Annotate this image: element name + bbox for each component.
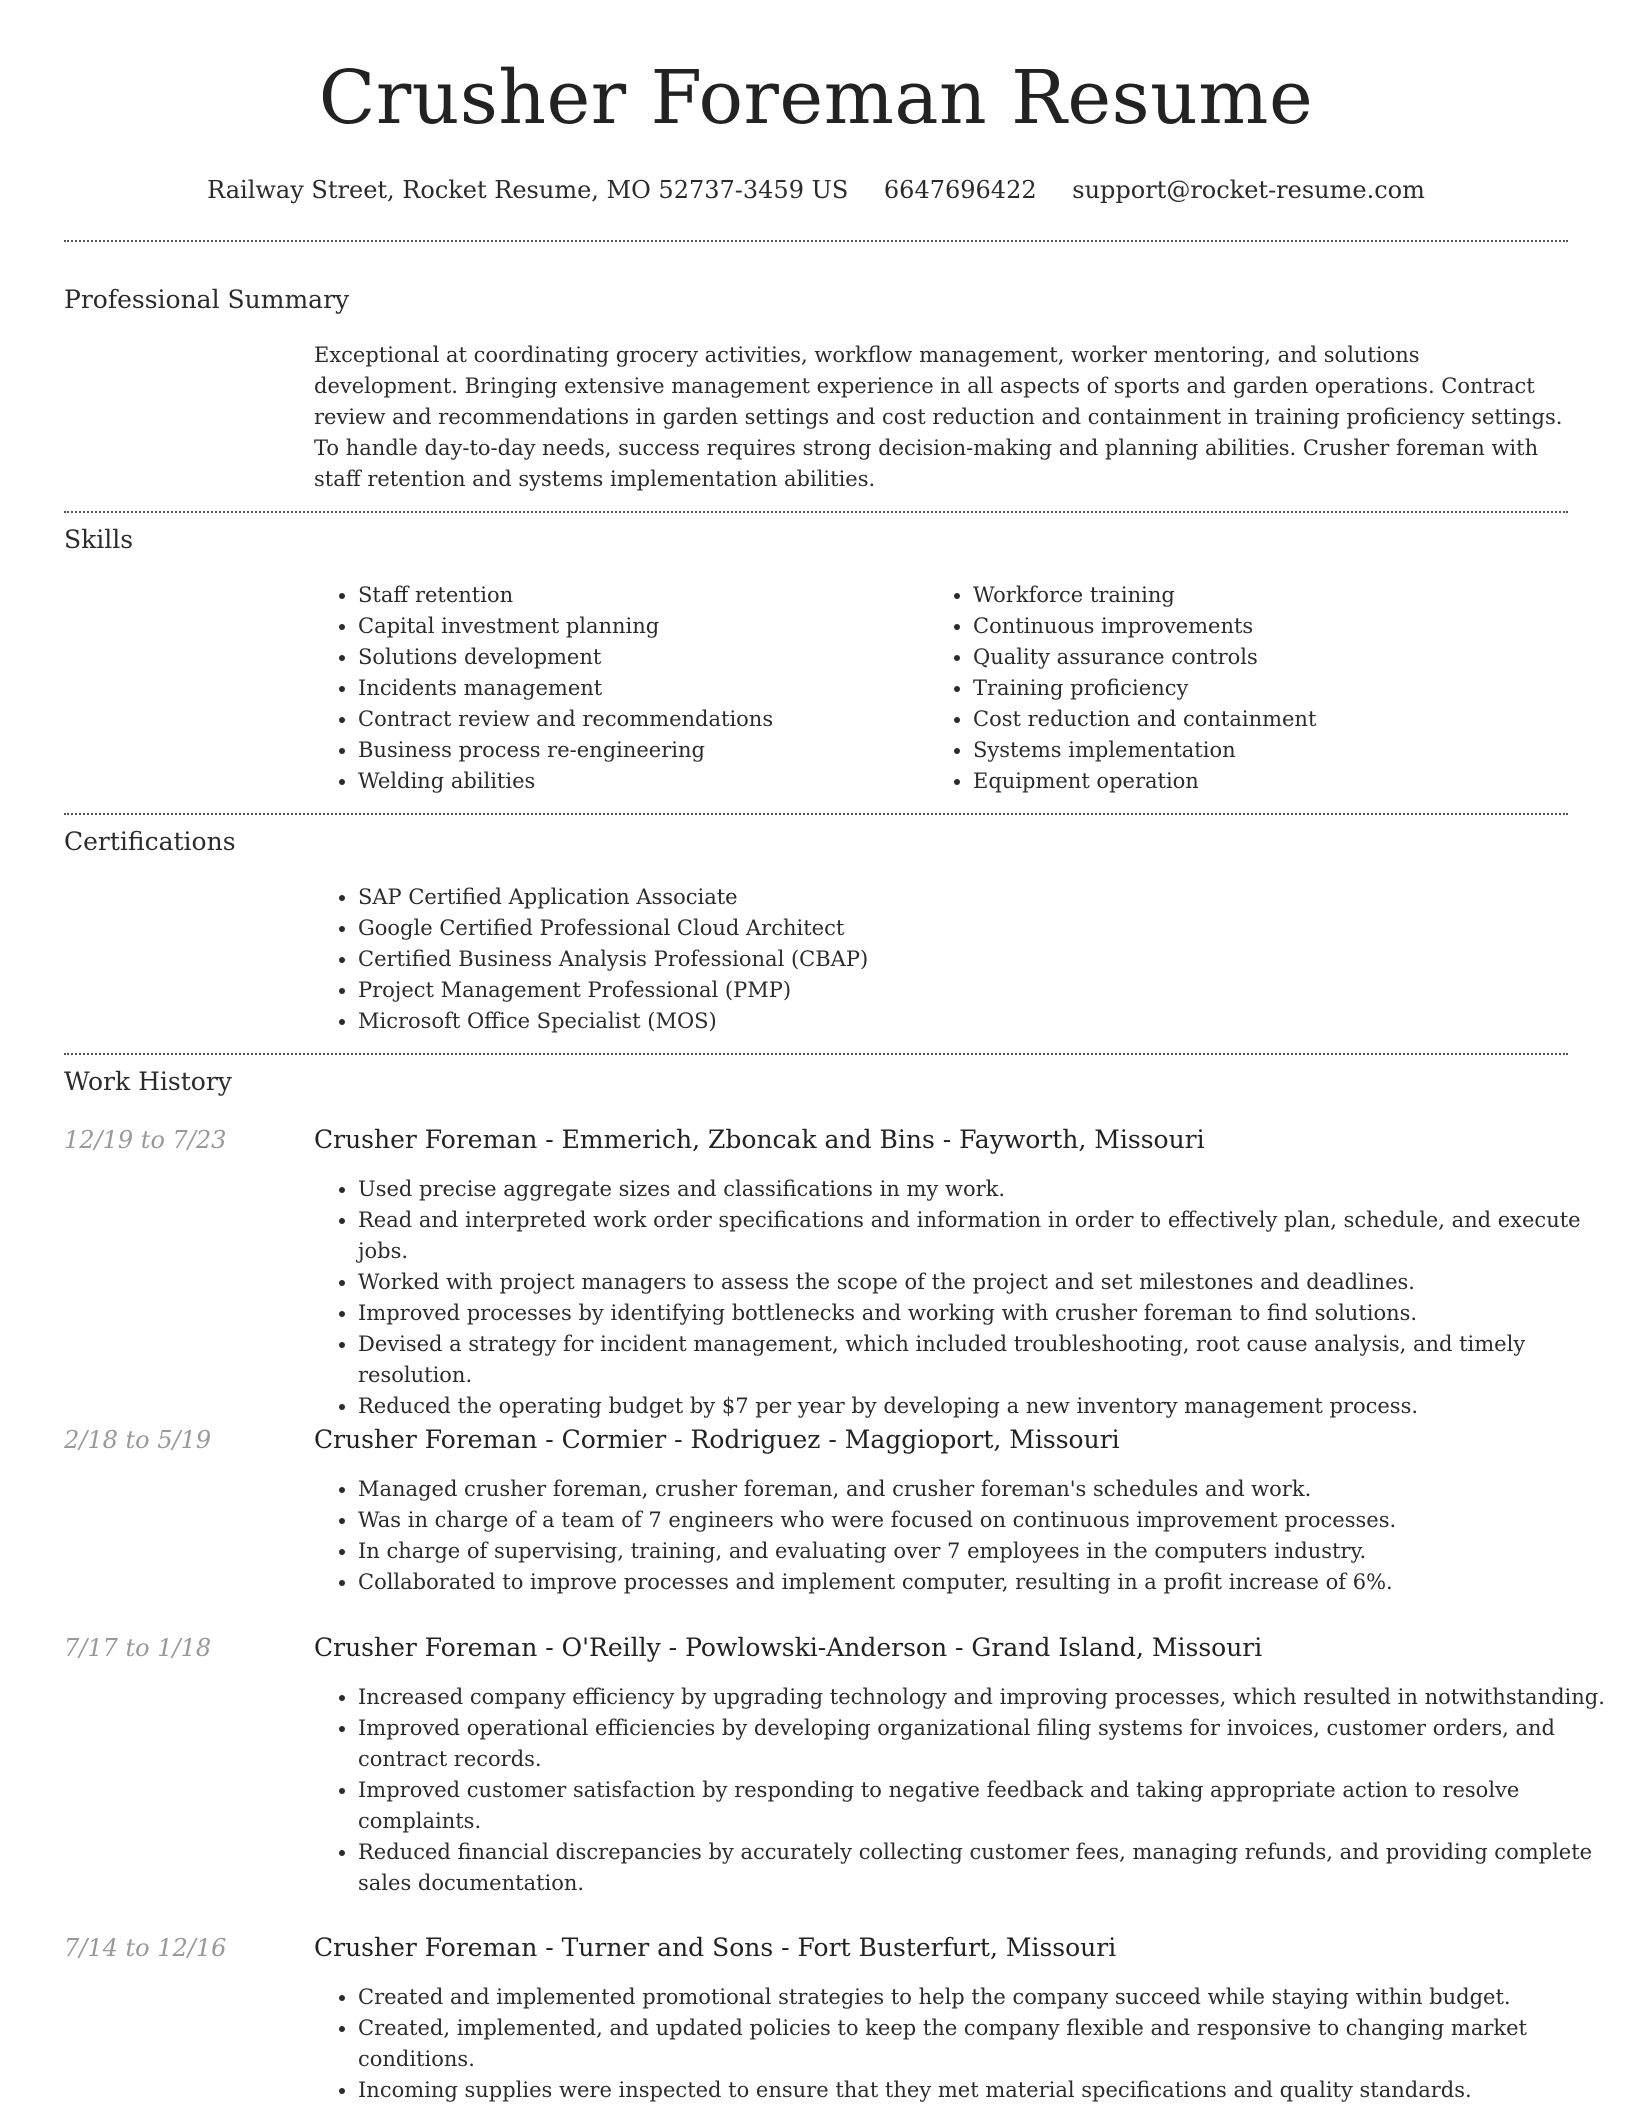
list-item: • SAP Certified Application Associate [358,882,1612,913]
list-item: • Improved processes by identifying bottlenecks and working with crusher foreman to find solutions. [358,1298,1612,1329]
contact-email: support@rocket-resume.com [1072,176,1425,204]
list-item: • Business process re-engineering [358,735,918,766]
list-item: • Read and interpreted work order specifications and information in order to effectively plan, schedule, and execute jobs. [358,1205,1612,1267]
list-item: • Cost reduction and containment [973,704,1573,735]
list-item: • Improved customer satisfaction by responding to negative feedback and taking appropriate action to resolve complaints. [358,1775,1612,1837]
list-item: • Reduced the operating budget by $7 per year by developing a new inventory management process. [358,1391,1612,1422]
list-item: • Created and implemented promotional strategies to help the company succeed while staying within budget. [358,1982,1612,2013]
list-item: • Workforce training [973,580,1573,611]
list-item: • Reduced financial discrepancies by accurately collecting customer fees, managing refunds, and providing complete sales documentation. [358,1837,1612,1899]
contact-phone: 6647696422 [883,176,1037,204]
job-bullets [314,1982,1612,2106]
list-item: • Incidents management [358,673,918,704]
contact-line [0,170,1632,210]
skills-heading: Skills [64,525,134,554]
list-item: • Certified Business Analysis Professional (CBAP) [358,944,1612,975]
contact-address: Railway Street, Rocket Resume, MO 52737-3459 US [207,176,849,204]
list-item: • In charge of supervising, training, and evaluating over 7 employees in the computers industry. [358,1536,1612,1567]
list-item: • Staff retention [358,580,918,611]
list-item: • Was in charge of a team of 7 engineers who were focused on continuous improvement processes. [358,1505,1612,1536]
job-bullets [314,1474,1612,1598]
list-item: • Google Certified Professional Cloud Architect [358,913,1612,944]
skills-list-left [314,580,918,797]
job-dates: 2/18 to 5/19 [64,1426,212,1454]
list-item: • Equipment operation [973,766,1573,797]
page-title: Crusher Foreman Resume [318,55,1314,141]
job-bullets [314,1174,1612,1422]
list-item: • Worked with project managers to assess the scope of the project and set milestones and deadlines. [358,1267,1612,1298]
list-item: • Solutions development [358,642,918,673]
list-item: • Improved operational efficiencies by developing organizational filing systems for invoices, customer orders, and contract records. [358,1713,1612,1775]
divider [64,240,1568,242]
list-item: • Training proficiency [973,673,1573,704]
list-item: • Capital investment planning [358,611,918,642]
list-item: • Systems implementation [973,735,1573,766]
job-title: Crusher Foreman - Turner and Sons - Fort Busterfurt, Missouri [314,1933,1117,1962]
list-item: • Continuous improvements [973,611,1573,642]
list-item: • Incoming supplies were inspected to ensure that they met material specifications and quality standards. [358,2075,1612,2106]
list-item: • Devised a strategy for incident management, which included troubleshooting, root cause analysis, and timely resolution. [358,1329,1612,1391]
work-heading: Work History [64,1067,232,1096]
divider [64,813,1568,815]
job-bullets [314,1682,1612,1899]
list-item: • Contract review and recommendations [358,704,918,735]
list-item: • Quality assurance controls [973,642,1573,673]
divider [64,511,1568,513]
list-item: • Welding abilities [358,766,918,797]
job-dates: 7/14 to 12/16 [64,1934,227,1962]
job-title: Crusher Foreman - O'Reilly - Powlowski-Anderson - Grand Island, Missouri [314,1633,1263,1662]
summary-heading: Professional Summary [64,285,350,314]
list-item: • Collaborated to improve processes and implement computer, resulting in a profit increase of 6%. [358,1567,1612,1598]
certifications-list [314,882,1612,1037]
list-item: • Increased company efficiency by upgrading technology and improving processes, which resulted in notwithstanding. [358,1682,1612,1713]
job-title: Crusher Foreman - Emmerich, Zboncak and Bins - Fayworth, Missouri [314,1125,1205,1154]
list-item: • Created, implemented, and updated policies to keep the company flexible and responsive to changing market conditions. [358,2013,1612,2075]
list-item: • Managed crusher foreman, crusher foreman, and crusher foreman's schedules and work. [358,1474,1612,1505]
list-item: • Used precise aggregate sizes and classifications in my work. [358,1174,1612,1205]
job-dates: 12/19 to 7/23 [64,1126,227,1154]
certifications-heading: Certifications [64,827,236,856]
job-title: Crusher Foreman - Cormier - Rodriguez - Maggioport, Missouri [314,1425,1120,1454]
skills-list-right [929,580,1573,797]
job-dates: 7/17 to 1/18 [64,1634,212,1662]
summary-text: Exceptional at coordinating grocery activities, workflow management, worker mentoring, and solutions development. Bringing extensive management experience in all aspects of sports and garden operations. Contract review and recommendations in garden settings and cost reduction and containment in training proficiency settings. To handle day-to-day needs, success requires strong decision-making and planning abilities. Crusher foreman with staff retention and systems implementation abilities. [314,343,1563,491]
list-item: • Microsoft Office Specialist (MOS) [358,1006,1612,1037]
list-item: • Project Management Professional (PMP) [358,975,1612,1006]
divider [64,1053,1568,1055]
